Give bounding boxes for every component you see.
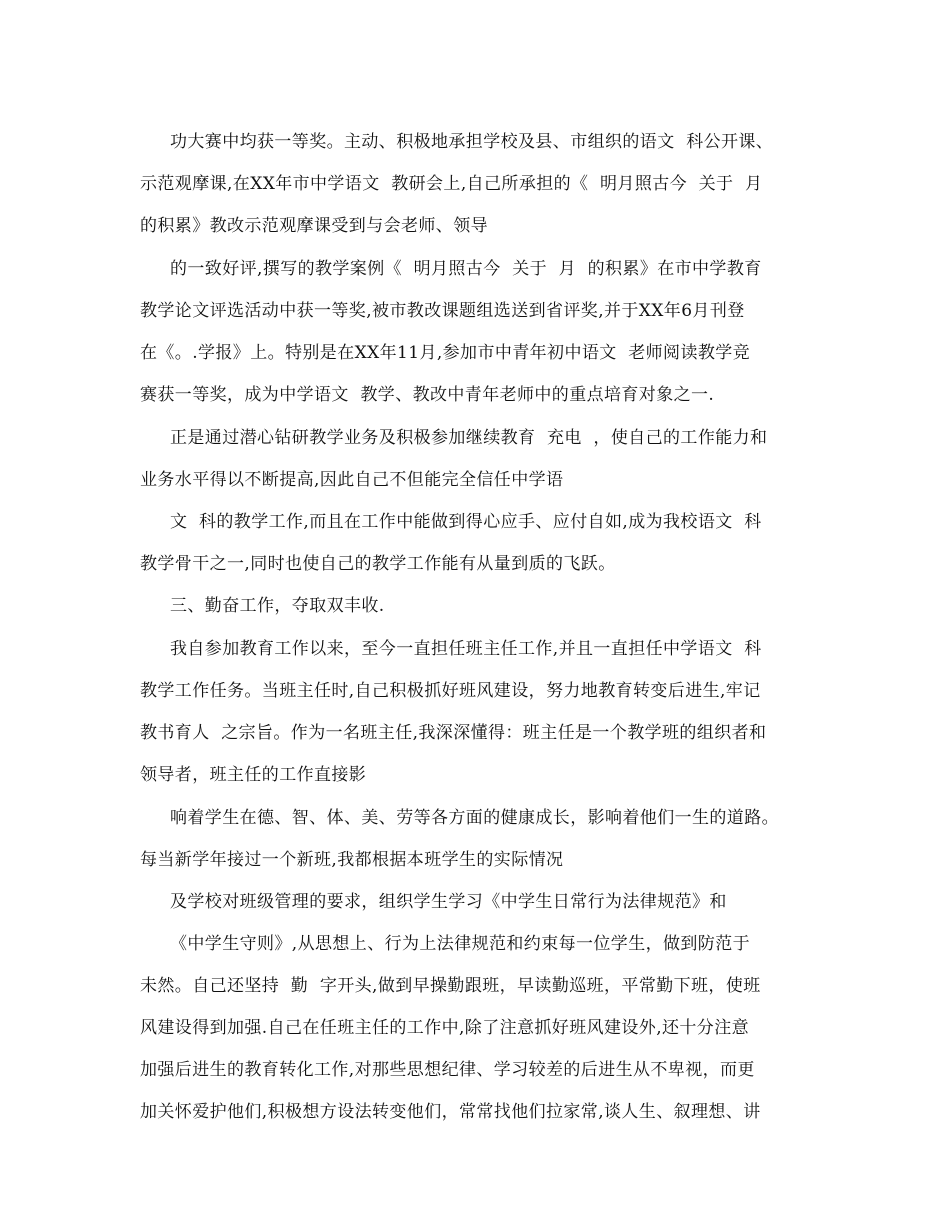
text-line: 及学校对班级管理的要求，组织学生学习《中学生日常行为法律规范》和 — [170, 892, 727, 912]
text-line: 风建设得到加强.自己在任班主任的工作中,除了注意抓好班风建设外,还十分注意 — [140, 1018, 750, 1038]
text-line: 的积累》教改示范观摩课受到与会老师、领导 — [140, 216, 488, 236]
text-line: 的一致好评,撰写的教学案例《 明月照古今 关于 月 的积累》在市中学教育 — [170, 259, 762, 279]
section-heading: 三、勤奋工作，夺取双丰收. — [170, 596, 385, 616]
text-line: 加强后进生的教育转化工作,对那些思想纪律、学习较差的后进生从不卑视，而更 — [140, 1060, 755, 1080]
text-line: 功大赛中均获一等奖。主动、积极地承担学校及县、市组织的语文 科公开课、 — [170, 132, 774, 152]
text-line: 赛获一等奖，成为中学语文 教学、教改中青年老师中的重点培育对象之一. — [140, 385, 715, 405]
text-line: 正是通过潜心钻研教学业务及积极参加继续教育 充电 ，使自己的工作能力和 — [170, 428, 768, 448]
text-line: 未然。自己还坚持 勤 字开头,做到早操勤跟班，早读勤巡班，平常勤下班，使班 — [140, 976, 761, 996]
text-line: 教学论文评选活动中获一等奖,被市教改课题组选送到省评奖,并于XX年6月刊登 — [140, 301, 745, 321]
text-line: 响着学生在德、智、体、美、劳等各方面的健康成长，影响着他们一生的道路。 — [170, 808, 779, 828]
text-line: 领导者，班主任的工作直接影 — [140, 765, 367, 785]
text-line: 业务水平得以不断提高,因此自己不但能完全信任中学语 — [140, 470, 564, 490]
text-line: 每当新学年接过一个新班,我都根据本班学生的实际情况 — [140, 850, 564, 870]
text-line: 教学骨干之一,同时也使自己的教学工作能有从量到质的飞跃。 — [140, 554, 616, 574]
text-line: 《中学生守则》,从思想上、行为上法律规范和约束每一位学生，做到防范于 — [170, 934, 751, 954]
text-line: 文 科的教学工作,而且在工作中能做到得心应手、应付自如,成为我校语文 科 — [170, 512, 762, 532]
text-line: 加关怀爱护他们,积极想方设法转变他们，常常找他们拉家常,谈人生、叙理想、讲 — [140, 1102, 761, 1122]
text-line: 我自参加教育工作以来，至今一直担任班主任工作,并且一直担任中学语文 科 — [170, 639, 762, 659]
text-line: 教学工作任务。当班主任时,自己积极抓好班风建设，努力地教育转变后进生,牢记 — [140, 681, 761, 701]
text-line: 在《。.学报》上。特别是在XX年11月,参加市中青年初中语文 老师阅读教学竞 — [140, 343, 751, 363]
text-line: 示范观摩课,在XX年市中学语文 教研会上,自己所承担的《 明月照古今 关于 月 — [140, 174, 763, 194]
text-line: 教书育人 之宗旨。作为一名班主任,我深深懂得：班主任是一个教学班的组织者和 — [140, 723, 767, 743]
